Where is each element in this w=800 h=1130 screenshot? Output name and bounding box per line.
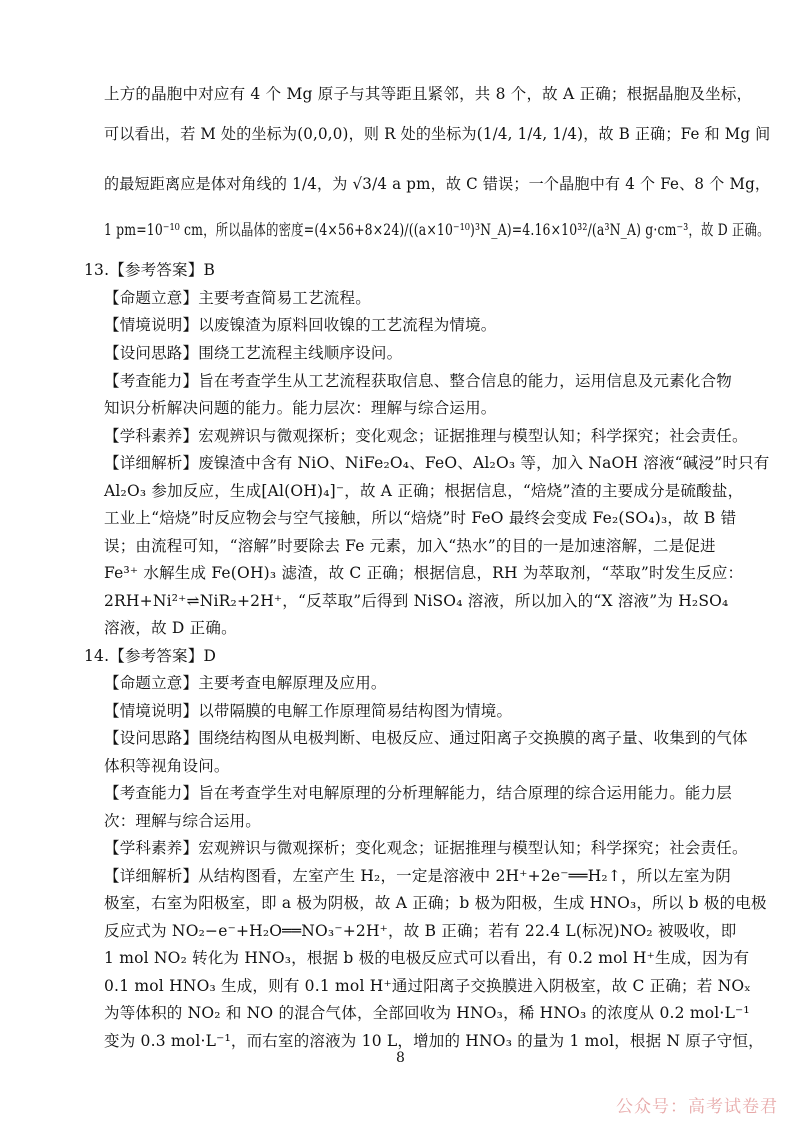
text-line: 【学科素养】宏观辨识与微观探析；变化观念；证据推理与模型认知；科学探究；社会责任。	[104, 839, 748, 857]
question-13-answer: 13.【参考答案】B	[84, 261, 216, 279]
text-line: Fe³⁺ 水解生成 Fe(OH)₃ 滤渣，故 C 正确；根据信息，RH 为萃取剂，“萃取”时发生反应：	[104, 564, 744, 582]
text-line: 2RH+Ni²⁺⇌NiR₂+2H⁺，“反萃取”后得到 NiSO₄ 溶液，所以加入的“X 溶液”为 H₂SO₄	[104, 592, 729, 610]
text-line: 溶液，故 D 正确。	[104, 619, 237, 637]
text-line: 变为 0.3 mol·L⁻¹，而右室的溶液为 10 L，增加的 HNO₃ 的量为 1 mol，根据 N 原子守恒，	[104, 1032, 764, 1050]
text-line: Al₂O₃ 参加反应，生成[Al(OH)₄]⁻，故 A 正确；根据信息，“焙烧”渣的主要成分是硫酸盐，	[104, 482, 744, 500]
text-line: 反应式为 NO₂−e⁻+H₂O══NO₃⁻+2H⁺，故 B 正确；若有 22.4 L(标况)NO₂ 被吸收，即	[104, 922, 737, 940]
text-line: 【考查能力】旨在考查学生从工艺流程获取信息、整合信息的能力，运用信息及元素化合物	[104, 372, 733, 390]
text-line: 【学科素养】宏观辨识与微观探析；变化观念；证据推理与模型认知；科学探究；社会责任。	[104, 427, 748, 445]
text-line: 工业上“焙烧”时反应物会与空气接触，所以“焙烧”时 FeO 最终会变成 Fe₂(SO₄)₃，故 B 错	[104, 509, 737, 527]
text-line: 知识分析解决问题的能力。能力层次：理解与综合运用。	[104, 399, 497, 417]
text-line: 【设问思路】围绕工艺流程主线顺序设问。	[104, 344, 403, 362]
text-line: 【详细解析】从结构图看，左室产生 H₂，一定是溶液中 2H⁺+2e⁻══H₂↑，所以左室为阴	[104, 867, 731, 885]
text-line: 【情境说明】以带隔膜的电解工作原理简易结构图为情境。	[104, 702, 513, 720]
text-line: 1 pm=10⁻¹⁰ cm，所以晶体的密度=(4×56+8×24)/((a×10⁻¹⁰)³N_A)=4.16×10³²/(a³N_A) g·cm⁻³，故 D 正确。	[104, 221, 770, 239]
text-line: 上方的晶胞中对应有 4 个 Mg 原子与其等距且紧邻，共 8 个，故 A 正确；根据晶胞及坐标，	[104, 85, 753, 103]
text-line: 为等体积的 NO₂ 和 NO 的混合气体，全部回收为 HNO₃，稀 HNO₃ 的浓度从 0.2 mol·L⁻¹	[104, 1004, 750, 1022]
text-line: 可以看出，若 M 处的坐标为(0,0,0)，则 R 处的坐标为(1/4, 1/4, 1/4)，故 B 正确；Fe 和 Mg 间	[104, 125, 771, 143]
text-line: 【设问思路】围绕结构图从电极判断、电极反应、通过阳离子交换膜的离子量、收集到的气体	[104, 729, 748, 747]
text-line: 次：理解与综合运用。	[104, 812, 262, 830]
text-line: 1 mol NO₂ 转化为 HNO₃，根据 b 极的电极反应式可以看出，有 0.2 mol H⁺生成，因为有	[104, 949, 750, 967]
text-line: 极室，右室为阳极室，即 a 极为阴极，故 A 正确；b 极为阳极，生成 HNO₃，所以 b 极的电极	[104, 894, 767, 912]
text-line: 体积等视角设问。	[104, 757, 230, 775]
page-number: 8	[396, 1050, 405, 1066]
watermark: 公众号：高考试卷君	[616, 1097, 778, 1117]
text-line: 误；由流程可知，“溶解”时要除去 Fe 元素，加入“热水”的目的一是加速溶解，二是促进	[104, 537, 716, 555]
question-14-answer: 14.【参考答案】D	[84, 647, 217, 665]
text-line: 【考查能力】旨在考查学生对电解原理的分析理解能力，结合原理的综合运用能力。能力层	[104, 784, 733, 802]
text-line: 【命题立意】主要考查简易工艺流程。	[104, 289, 371, 307]
text-line: 【详细解析】废镍渣中含有 NiO、NiFe₂O₄、FeO、Al₂O₃ 等，加入 NaOH 溶液“碱浸”时只有	[104, 454, 770, 472]
text-line: 0.1 mol HNO₃ 生成，则有 0.1 mol H⁺通过阳离子交换膜进入阴极室，故 C 正确；若 NOₓ	[104, 977, 752, 995]
text-line: 【命题立意】主要考查电解原理及应用。	[104, 674, 387, 692]
text-line: 【情境说明】以废镍渣为原料回收镍的工艺流程为情境。	[104, 316, 497, 334]
text-line: 的最短距离应是体对角线的 1/4，为 √3/4 a pm，故 C 错误；一个晶胞中有 4 个 Fe、8 个 Mg，	[104, 175, 771, 193]
